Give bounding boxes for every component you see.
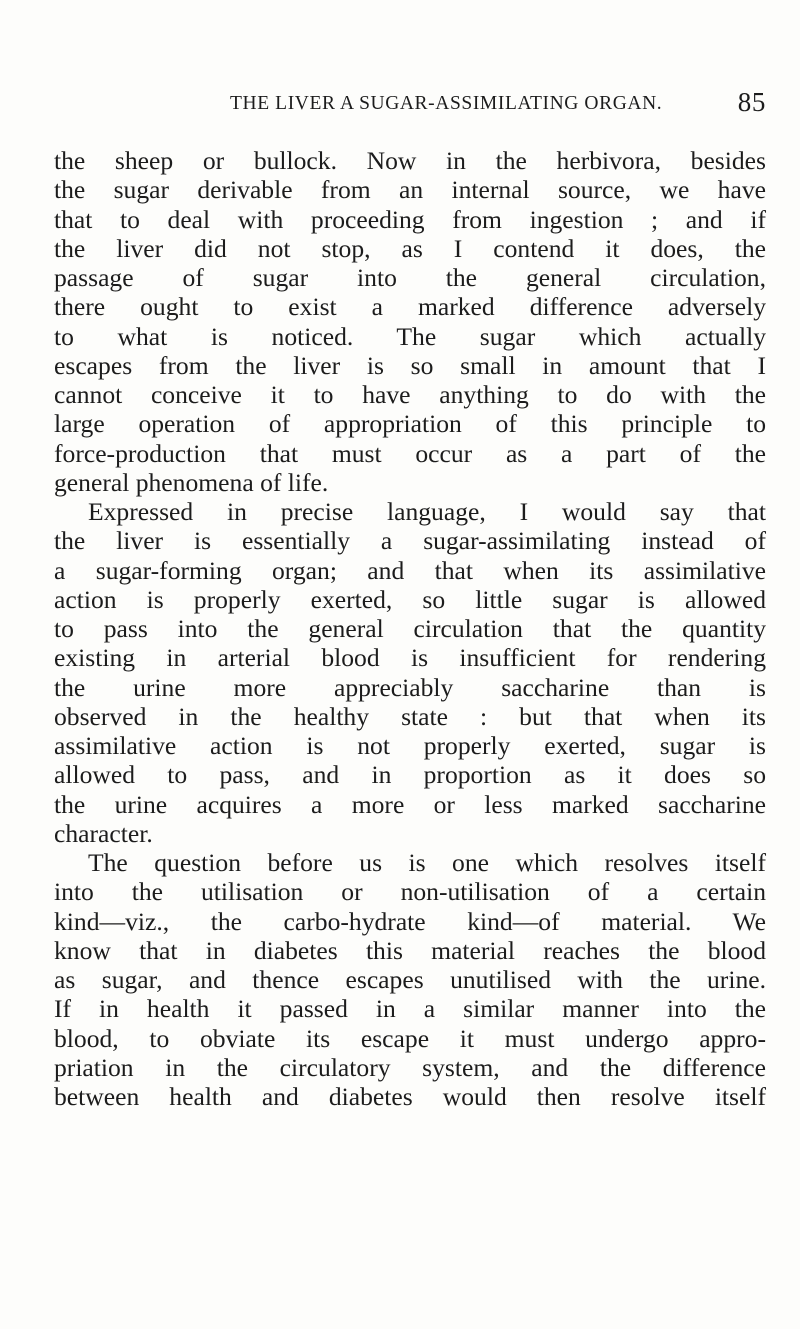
text-line: priation in the circulatory system, and the difference <box>54 1052 766 1082</box>
text-line: action is properly exerted, so little sugar is allowed <box>54 584 766 614</box>
text-line: existing in arterial blood is insufficient for rendering <box>54 643 766 673</box>
running-title: THE LIVER A SUGAR-ASSIMILATING ORGAN. <box>230 93 663 114</box>
text-line: the liver did not stop, as I contend it does, the <box>54 233 766 263</box>
text-line: passage of sugar into the general circulation, <box>54 263 766 292</box>
text-line: escapes from the liver is so small in amount that I <box>54 350 766 380</box>
text-line: general phenomena of life. <box>54 467 329 497</box>
text-line: there ought to exist a marked difference adversely <box>54 292 766 322</box>
text-line: a sugar-forming organ; and that when its assimilative <box>54 555 766 585</box>
paragraph-start-line: Expressed in precise language, I would say that <box>88 497 766 526</box>
text-line: to pass into the general circulation that the quantity <box>54 614 766 643</box>
text-line: observed in the healthy state : but that when its <box>54 701 766 731</box>
text-line: the urine acquires a more or less marked saccharine <box>54 789 766 819</box>
text-line: character. <box>54 818 153 848</box>
paragraph-start-line: The question before us is one which resolves itself <box>88 848 766 877</box>
text-line: that to deal with proceeding from ingestion ; and if <box>54 204 766 234</box>
text-line: the sheep or bullock. Now in the herbivora, besides <box>54 146 766 175</box>
text-line: the liver is essentially a sugar-assimilating instead of <box>54 526 766 556</box>
text-line: kind—viz., the carbo-hydrate kind—of material. We <box>54 906 766 936</box>
text-line: assimilative action is not properly exerted, sugar is <box>54 731 766 760</box>
text-line: the urine more appreciably saccharine than is <box>54 672 766 702</box>
text-line: into the utilisation or non-utilisation of a certain <box>54 877 766 907</box>
text-line: large operation of appropriation of this principle to <box>54 409 766 439</box>
text-line: between health and diabetes would then resolve itself <box>54 1082 766 1111</box>
running-head <box>230 87 766 123</box>
text-line: allowed to pass, and in proportion as it does so <box>54 760 766 790</box>
page-number: 85 <box>737 87 766 117</box>
text-line: cannot conceive it to have anything to do with the <box>54 380 766 409</box>
text-line: know that in diabetes this material reaches the blood <box>54 935 766 965</box>
text-line: force-production that must occur as a part of the <box>54 438 766 468</box>
text-line: blood, to obviate its escape it must undergo appro- <box>54 1023 766 1053</box>
text-line: If in health it passed in a similar manner into the <box>54 994 766 1024</box>
text-line: the sugar derivable from an internal source, we have <box>54 175 766 205</box>
text-line: as sugar, and thence escapes unutilised with the urine. <box>54 965 766 994</box>
text-line: to what is noticed. The sugar which actually <box>54 321 766 351</box>
body-text <box>54 146 766 1111</box>
